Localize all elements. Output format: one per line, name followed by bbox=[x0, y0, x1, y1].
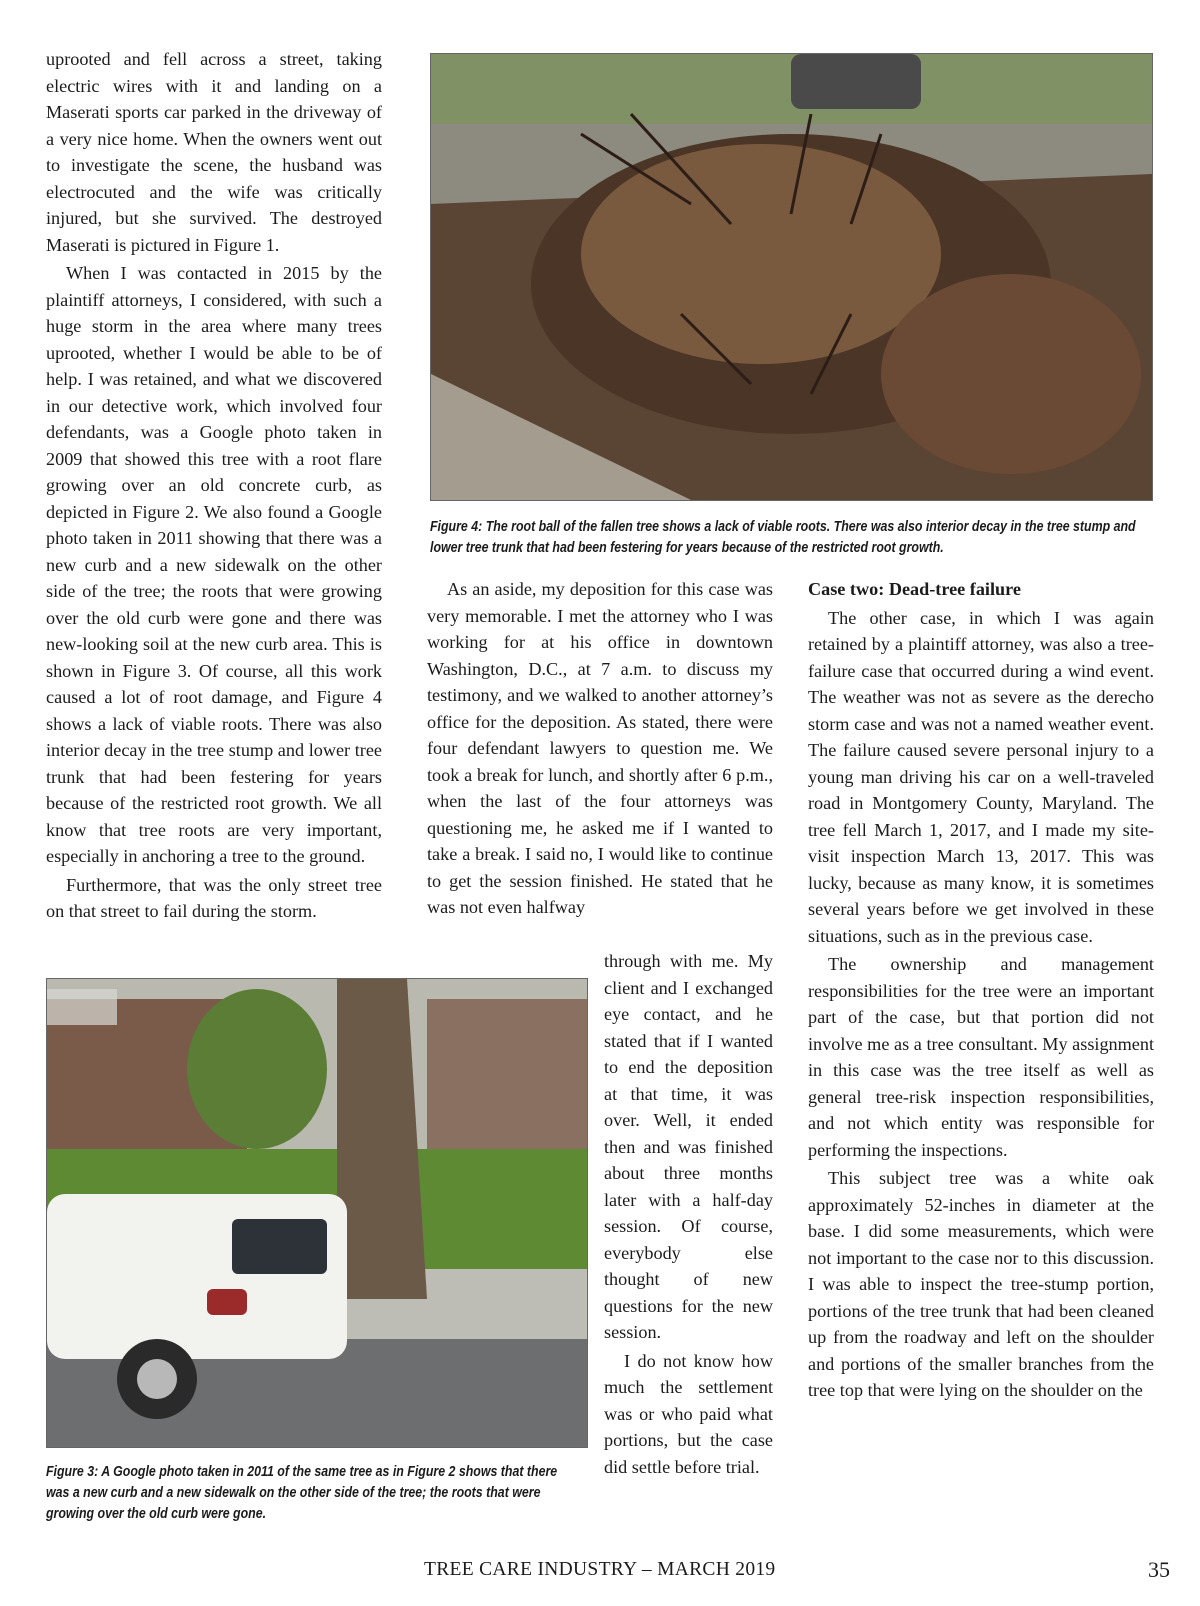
figure-3-caption: Figure 3: A Google photo taken in 2011 of the same tree as in Figure 2 shows that there was a new curb and a new sidewalk on the other side of the tree; the roots that were growing over the old curb were gone. bbox=[46, 1464, 558, 1522]
article-column-3 bbox=[808, 576, 1154, 1404]
paragraph: As an aside, my deposition for this case was very memorable. I met the attorney who I was working for at his office in downtown Washington, D.C., at 7 a.m. to discuss my testimony, and we walked to another attorney’s office for the deposition. As stated, there were four defendant lawyers to question me. We took a break for lunch, and shortly after 6 p.m., when the last of the four attorneys was questioning me, he asked me if I wanted to take a break. I said no, I would like to continue to get the session finished. He stated that he was not even halfway bbox=[427, 579, 773, 917]
section-heading: Case two: Dead-tree failure bbox=[808, 579, 1021, 599]
paragraph: through with me. My client and I exchanged eye contact, and he stated that if I wanted to end the deposition at that time, it was over. Well, it ended then and was finished about three months later with a half-day session. Of course, everybody else thought of new questions for the new session. bbox=[604, 951, 773, 1342]
paragraph: When I was contacted in 2015 by the plaintiff attorneys, I considered, with such a huge storm in the area where many trees uprooted, whether I would be able to be of help. I was retained, and what we discovered in our detective work, which involved four defendants, was a Google photo taken in 2009 that showed this tree with a root flare growing over an old concrete curb, as depicted in Figure 2. We also found a Google photo taken in 2011 showing that there was a new curb and a new sidewalk on the other side of the tree; the roots that were growing over the old curb were gone and there was new-looking soil at the new curb area. This is shown in Figure 3. Of course, all this work caused a lot of root damage, and Figure 4 shows a lack of viable roots. There was also interior decay in the tree stump and lower tree trunk that had been festering for years because of the restricted root growth. We all know that tree roots are very important, especially in anchoring a tree to the ground. bbox=[46, 263, 382, 866]
figure-3-photo bbox=[46, 978, 588, 1448]
paragraph: The other case, in which I was again retained by a plaintiff attorney, was also a tree-failure case that occurred during a wind event. The weather was not as severe as the derecho storm case and was not a named weather event. The failure caused severe personal injury to a young man driving his car on a well-traveled road in Montgomery County, Maryland. The tree fell March 1, 2017, and I made my site-visit inspection March 13, 2017. This was lucky, because as many know, it is sometimes several years before we get involved in these situations, such as in the previous case. bbox=[808, 607, 1154, 946]
paragraph: uprooted and fell across a street, taking electric wires with it and landing on a Maserati sports car parked in the driveway of a very nice home. When the owners went out to investigate the scene, the husband was electrocuted and the wife was critically injured, but she survived. The destroyed Maserati is pictured in Figure 1. bbox=[46, 49, 382, 255]
root-ball-image bbox=[431, 54, 1152, 500]
street-view-image bbox=[47, 979, 587, 1447]
paragraph: Furthermore, that was the only street tree on that street to fail during the storm. bbox=[46, 874, 382, 921]
publication-footer: TREE CARE INDUSTRY – MARCH 2019 bbox=[424, 1559, 776, 1580]
article-column-1 bbox=[46, 46, 382, 925]
article-column-2 bbox=[427, 576, 773, 921]
paragraph: I do not know how much the settlement was or who paid what portions, but the case did settle before trial. bbox=[604, 1350, 773, 1477]
figure-4-caption: Figure 4: The root ball of the fallen tree shows a lack of viable roots. There was also interior decay in the tree stump and lower tree trunk that had been festering for years because of the restricted root growth. bbox=[430, 519, 1136, 556]
article-column-2-continued bbox=[604, 948, 773, 1480]
figure-4-photo bbox=[430, 53, 1153, 501]
paragraph: The ownership and management responsibilities for the tree were an important part of the case, but that portion did not involve me as a tree consultant. My assignment in this case was the tree itself as well as general tree-risk inspection responsibilities, and not which entity was responsible for performing the inspections. bbox=[808, 954, 1154, 1160]
paragraph: This subject tree was a white oak approximately 52-inches in diameter at the base. I did some measurements, which were not important to the case nor to this discussion. I was able to inspect the tree-stump portion, portions of the tree trunk that had been cleaned up from the roadway and left on the shoulder and portions of the smaller branches from the tree top that were lying on the shoulder on the bbox=[808, 1168, 1154, 1400]
page-number: 35 bbox=[1148, 1557, 1170, 1582]
